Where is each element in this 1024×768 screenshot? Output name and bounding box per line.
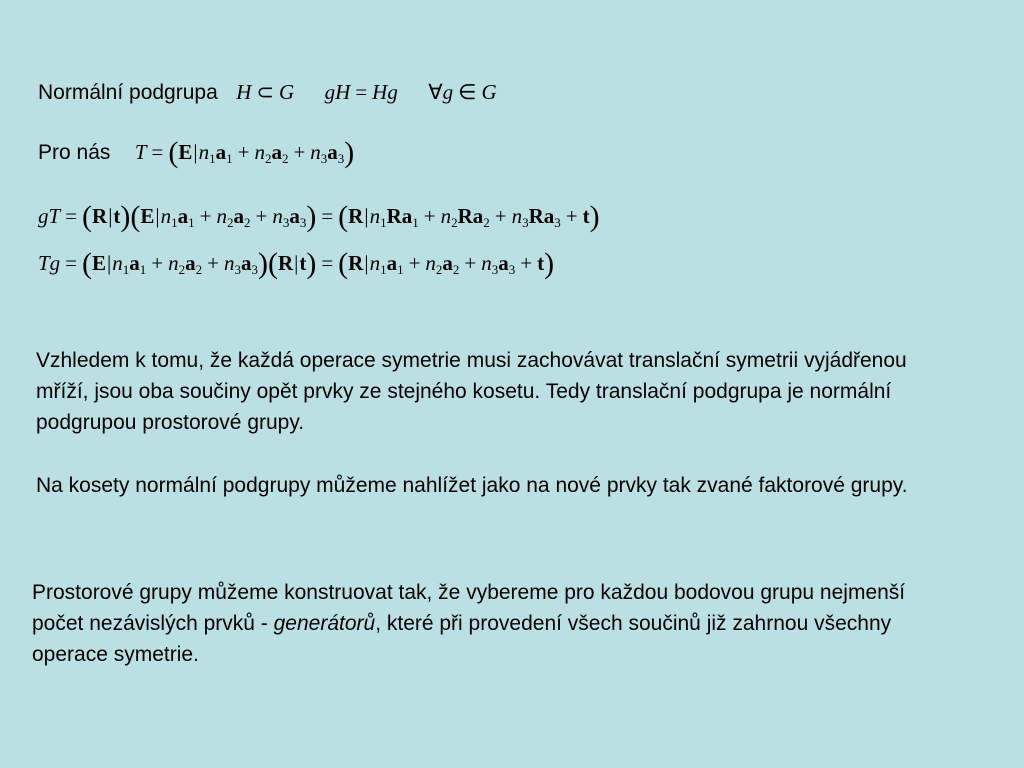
paragraph-factor-group: Na kosety normální podgrupy můžeme nahlížet jako na nové prvky tak zvané faktorové grupy.: [36, 474, 908, 497]
generators-term: generátorů: [273, 612, 376, 635]
formula-subset: H ⊂ G: [236, 80, 295, 104]
equation-Tg: $Tg = (E|n_1a_1 + n_2a_2 + n_3a_3)(R|t) = (R|n_1a_1 + n_2a_2 + n_3a_3 + t)$: [38, 247, 555, 280]
formula-coset: gH = Hg: [324, 80, 398, 104]
paragraph-generators-start: Prostorové grupy můžeme konstruovat tak, že vybereme pro každou bodovou grupu nejmenší počet nezávislých prvků -: [32, 581, 906, 635]
normal-subgroup-label: Normální podgrupa: [38, 81, 218, 104]
equation-gT: gT = $(R|t)(E|n_1a_1 + n_2a_2 + n_3a_3) = (R|n_1Ra_1 + n_2Ra_2 + n_3Ra_3 + t)$: [38, 200, 600, 233]
pro-nas-line: [38, 136, 354, 170]
formula-translation-T: $T = (E|n_1a_1 + n_2a_2 + n_3a_3)$: [134, 136, 355, 169]
pro-nas-label: Pro nás: [38, 141, 111, 164]
normal-subgroup-line: [38, 80, 497, 105]
formula-forall: ∀g ∈ G: [428, 80, 497, 104]
paragraph-generators: [32, 577, 952, 670]
paragraph-generators-end: , které při provedení všech součinů již zahrnou všechny operace symetrie.: [32, 612, 892, 666]
paragraph-translation-subgroup: Vzhledem k tomu, že každá operace symetrie musi zachovávat translační symetrii vyjádřenou mříží, jsou oba součiny opět prvky ze stejného kosetu. Tedy translační podgrupa je normální podgrupou prostorové grupy.: [36, 349, 907, 434]
